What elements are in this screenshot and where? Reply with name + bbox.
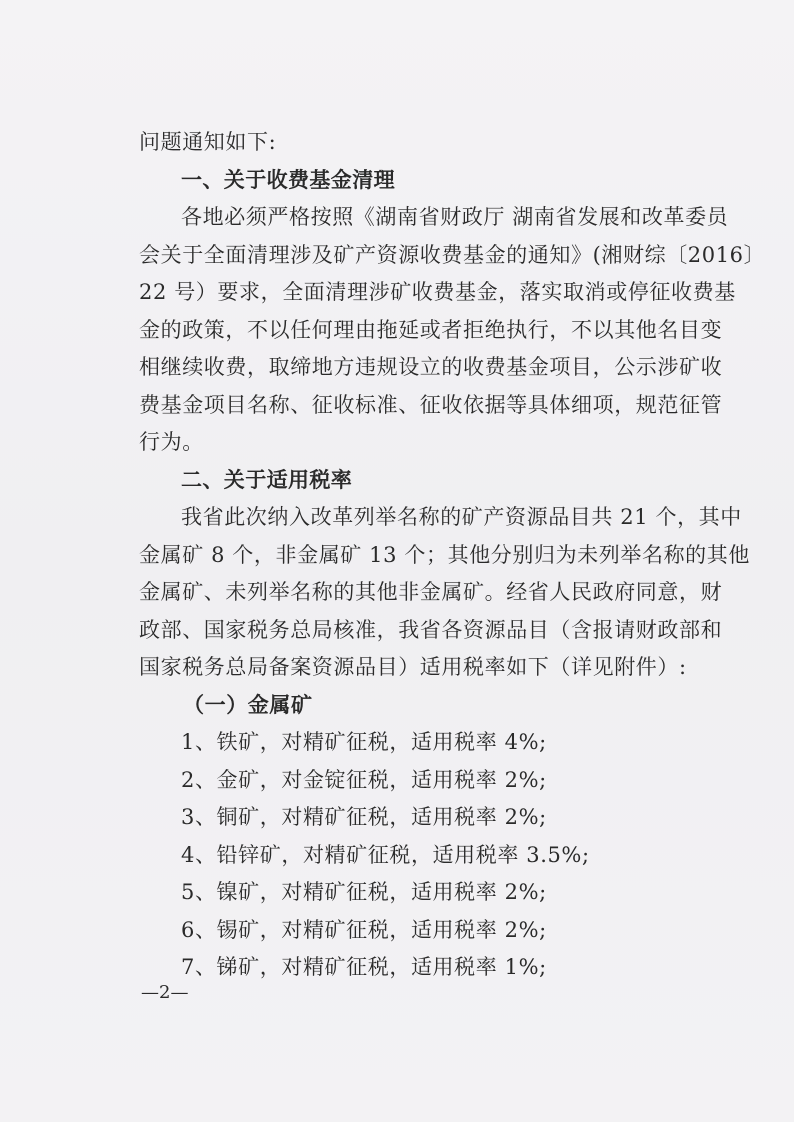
paragraph-line: 各地必须严格按照《湖南省财政厅 湖南省发展和改革委员 (181, 205, 729, 229)
list-item: 5、镍矿，对精矿征税，适用税率 2%; (181, 880, 547, 904)
list-item: 4、铅锌矿，对精矿征税，适用税率 3.5%; (181, 842, 590, 867)
section2-paragraph (139, 499, 750, 687)
paragraph-line: 费基金项目名称、征收标准、征收依据等具体细项，规范征管 (139, 392, 723, 417)
subsection-heading-metal: （一）金属矿 (183, 692, 313, 717)
paragraph-line: 我省此次纳入改革列举名称的矿产资源品目共 21 个，其中 (181, 505, 742, 529)
list-item: 7、锑矿，对精矿征税，适用税率 1%; (181, 955, 547, 979)
body-text (139, 124, 766, 987)
paragraph-line: 国家税务总局备案资源品目）适用税率如下（详见附件）: (139, 655, 687, 679)
section1-heading: 一、关于收费基金清理 (181, 167, 395, 192)
list-item: 1、铁矿，对精矿征税，适用税率 4%; (181, 730, 547, 754)
paragraph-line: 政部、国家税务总局核准，我省各资源品目（含报请财政部和 (139, 617, 723, 642)
paragraph-line: 行为。 (139, 430, 204, 454)
paragraph-line: 金的政策，不以任何理由拖延或者拒绝执行，不以其他名目变 (139, 317, 723, 342)
intro-line: 问题通知如下: (139, 130, 277, 154)
list-item: 6、锡矿，对精矿征税，适用税率 2%; (181, 917, 547, 942)
list-item: 3、铜矿，对精矿征税，适用税率 2%; (181, 805, 547, 829)
paragraph-line: 22 号）要求，全面清理涉矿收费基金，落实取消或停征收费基 (139, 280, 736, 304)
paragraph-line: 会关于全面清理涉及矿产资源收费基金的通知》(湘财综〔2016〕 (139, 242, 766, 267)
list-item: 2、金矿，对金锭征税，适用税率 2%; (181, 767, 547, 792)
section2-heading: 二、关于适用税率 (181, 467, 353, 492)
section1-paragraph (139, 199, 766, 462)
paragraph-line: 金属矿、未列举名称的其他非金属矿。经省人民政府同意，财 (139, 580, 723, 604)
page-number: —2— (141, 982, 189, 1003)
paragraph-line: 金属矿 8 个，非金属矿 13 个；其他分别归为未列举名称的其他 (139, 542, 750, 567)
metal-ore-list (139, 724, 659, 987)
paragraph-line: 相继续收费，取缔地方违规设立的收费基金项目，公示涉矿收 (139, 355, 723, 379)
